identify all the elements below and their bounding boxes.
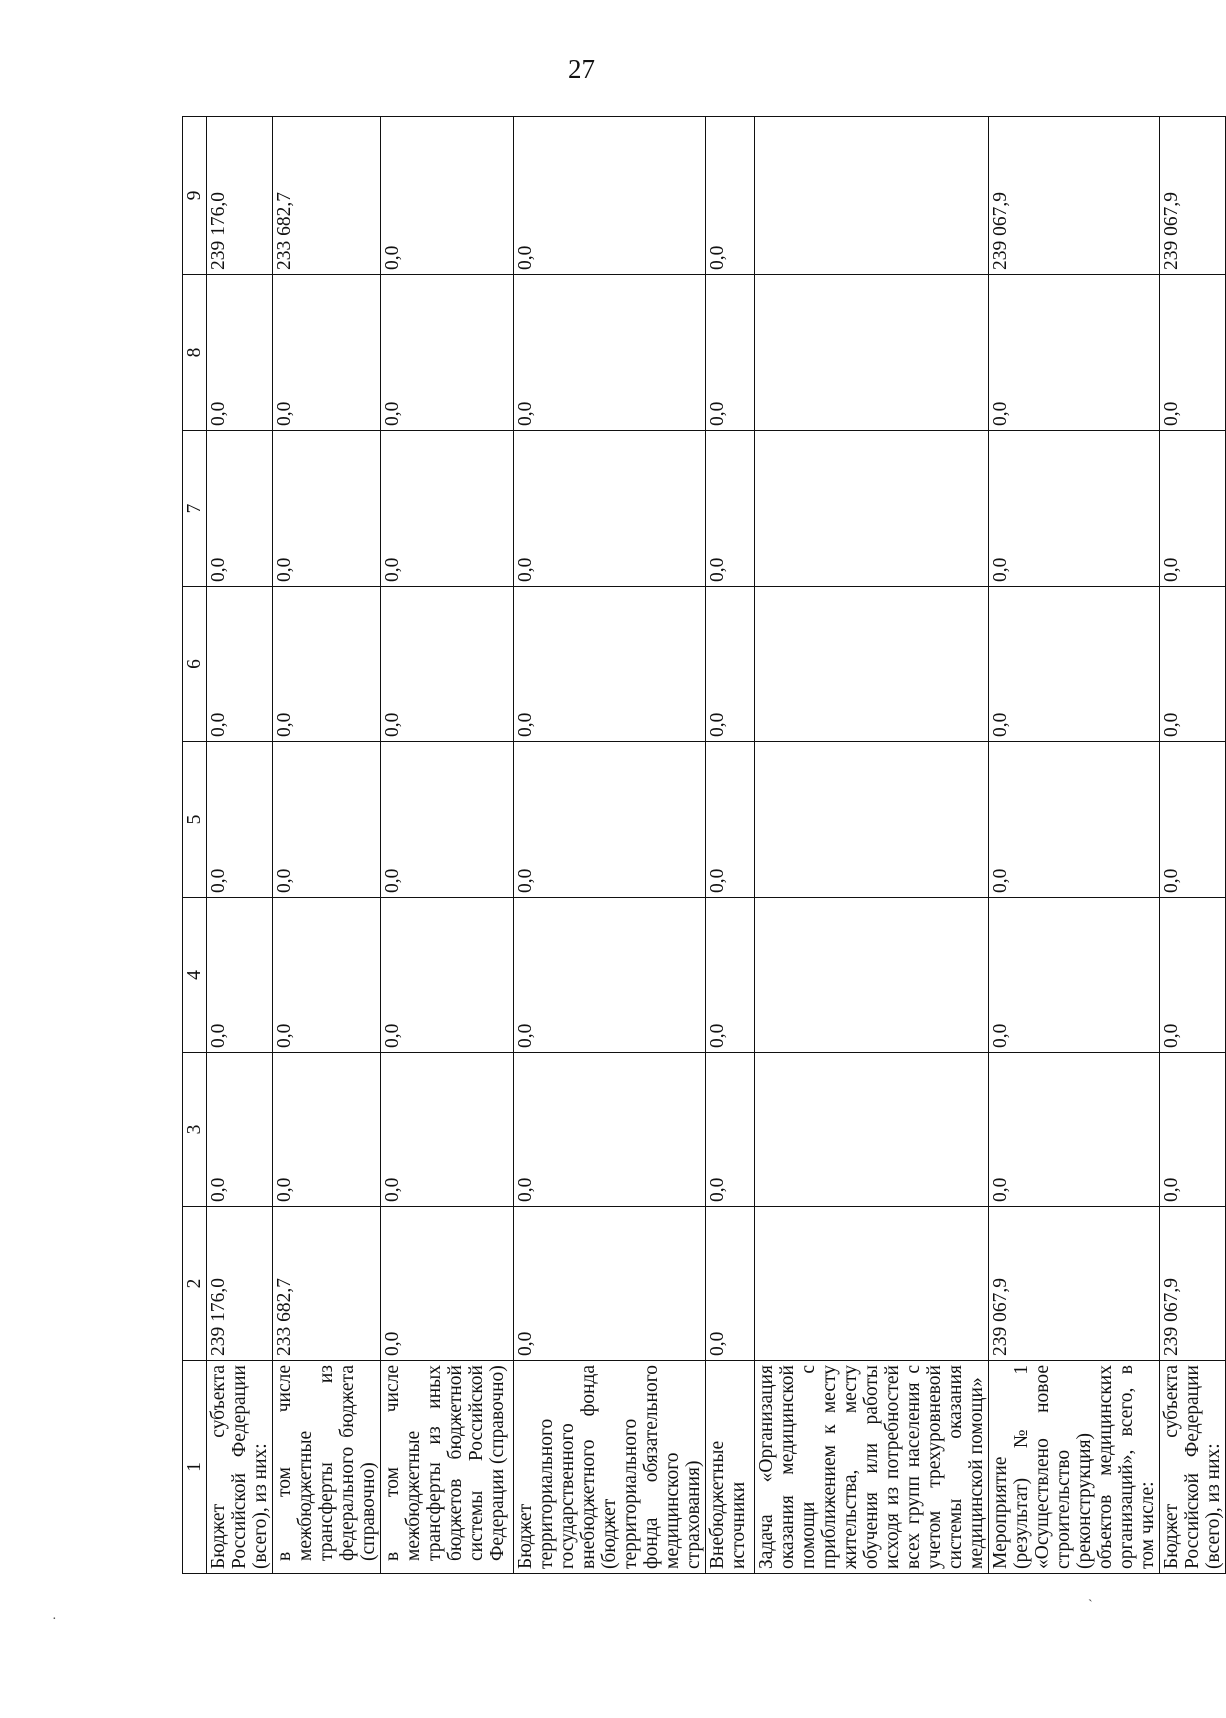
value-cell: 0,0	[273, 742, 381, 898]
page-number: 27	[568, 54, 595, 84]
value-cell: 0,0	[1160, 742, 1226, 898]
value-cell: 0,0	[706, 898, 755, 1053]
value-cell: 0,0	[1160, 275, 1226, 431]
column-number: 1	[183, 1361, 207, 1574]
table-row	[1160, 117, 1226, 1574]
value-cell	[755, 1207, 989, 1361]
row-label: Внебюджетные источники	[706, 1361, 755, 1574]
column-number: 6	[183, 587, 207, 742]
value-cell	[755, 431, 989, 587]
column-number: 9	[183, 117, 207, 275]
value-cell: 0,0	[514, 742, 706, 898]
value-cell: 239 176,0	[207, 117, 273, 275]
table-row	[514, 117, 706, 1574]
value-cell: 0,0	[207, 742, 273, 898]
value-cell: 0,0	[514, 275, 706, 431]
value-cell: 0,0	[381, 587, 514, 742]
value-cell: 0,0	[989, 742, 1160, 898]
value-cell	[755, 898, 989, 1053]
value-cell: 0,0	[1160, 1053, 1226, 1207]
value-cell: 0,0	[989, 431, 1160, 587]
value-cell: 0,0	[381, 1053, 514, 1207]
value-cell: 0,0	[514, 431, 706, 587]
value-cell: 0,0	[381, 431, 514, 587]
value-cell: 0,0	[381, 898, 514, 1053]
value-cell: 0,0	[381, 1207, 514, 1361]
value-cell	[755, 587, 989, 742]
row-label: Мероприятие (результат) № 1 «Осуществлено новое строительство (реконструкция) объектов медицинских организаций», всего, в том числе:	[989, 1361, 1160, 1574]
value-cell: 0,0	[989, 587, 1160, 742]
value-cell: 239 176,0	[207, 1207, 273, 1361]
table-row	[755, 117, 989, 1574]
value-cell: 239 067,9	[989, 117, 1160, 275]
value-cell: 0,0	[273, 1053, 381, 1207]
rotated-table-container	[182, 117, 1224, 1574]
value-cell: 233 682,7	[273, 1207, 381, 1361]
value-cell: 0,0	[989, 898, 1160, 1053]
column-number-row	[183, 117, 207, 1574]
value-cell: 0,0	[514, 1207, 706, 1361]
value-cell: 0,0	[706, 742, 755, 898]
row-label: Бюджет субъекта Российской Федерации (всего), из них:	[207, 1361, 273, 1574]
column-number: 5	[183, 742, 207, 898]
value-cell: 0,0	[1160, 898, 1226, 1053]
value-cell: 0,0	[706, 117, 755, 275]
value-cell: 0,0	[514, 1053, 706, 1207]
value-cell	[755, 1053, 989, 1207]
row-label: в том числе межбюджетные трансферты из иных бюджетов бюджетной системы Российской Федерации (справочно)	[381, 1361, 514, 1574]
value-cell: 239 067,9	[989, 1207, 1160, 1361]
table-row	[207, 117, 273, 1574]
value-cell: 0,0	[706, 1207, 755, 1361]
value-cell: 233 682,7	[273, 117, 381, 275]
column-number: 8	[183, 275, 207, 431]
value-cell: 0,0	[514, 898, 706, 1053]
value-cell: 0,0	[706, 1053, 755, 1207]
value-cell: 0,0	[514, 587, 706, 742]
value-cell: 0,0	[989, 275, 1160, 431]
value-cell	[755, 117, 989, 275]
value-cell: 0,0	[706, 587, 755, 742]
column-number: 4	[183, 898, 207, 1053]
column-number: 7	[183, 431, 207, 587]
value-cell: 0,0	[207, 431, 273, 587]
value-cell	[755, 275, 989, 431]
row-label: Бюджет субъекта Российской Федерации (всего), из них:	[1160, 1361, 1226, 1574]
value-cell: 0,0	[1160, 431, 1226, 587]
row-label: Задача «Организация оказания медицинской помощи с приближением к месту жительства, месту обучения или работы исходя из потребностей всех групп населения с учетом трехуровневой системы оказания медицинской помощи»	[755, 1361, 989, 1574]
value-cell: 0,0	[514, 117, 706, 275]
value-cell: 0,0	[273, 431, 381, 587]
value-cell: 0,0	[706, 431, 755, 587]
row-label: в том числе межбюджетные трансферты из федерального бюджета (справочно)	[273, 1361, 381, 1574]
value-cell: 239 067,9	[1160, 1207, 1226, 1361]
value-cell: 0,0	[273, 898, 381, 1053]
row-label: Бюджет территориального государственного внебюджетного фонда (бюджет территориального фонда обязательного медицинского страхования)	[514, 1361, 706, 1574]
value-cell: 0,0	[706, 275, 755, 431]
table-row	[989, 117, 1160, 1574]
table-row	[273, 117, 381, 1574]
value-cell	[755, 742, 989, 898]
value-cell: 0,0	[381, 275, 514, 431]
value-cell: 0,0	[207, 898, 273, 1053]
column-number: 2	[183, 1207, 207, 1361]
budget-table	[182, 116, 1226, 1574]
table-row	[381, 117, 514, 1574]
value-cell: 0,0	[381, 742, 514, 898]
value-cell: 0,0	[1160, 587, 1226, 742]
value-cell: 0,0	[273, 587, 381, 742]
value-cell: 0,0	[381, 117, 514, 275]
value-cell: 239 067,9	[1160, 117, 1226, 275]
value-cell: 0,0	[989, 1053, 1160, 1207]
column-number: 3	[183, 1053, 207, 1207]
value-cell: 0,0	[207, 1053, 273, 1207]
value-cell: 0,0	[207, 275, 273, 431]
value-cell: 0,0	[207, 587, 273, 742]
scan-speck: `	[1088, 1598, 1093, 1613]
scan-speck: ·	[52, 1612, 57, 1627]
table-row	[706, 117, 755, 1574]
value-cell: 0,0	[273, 275, 381, 431]
